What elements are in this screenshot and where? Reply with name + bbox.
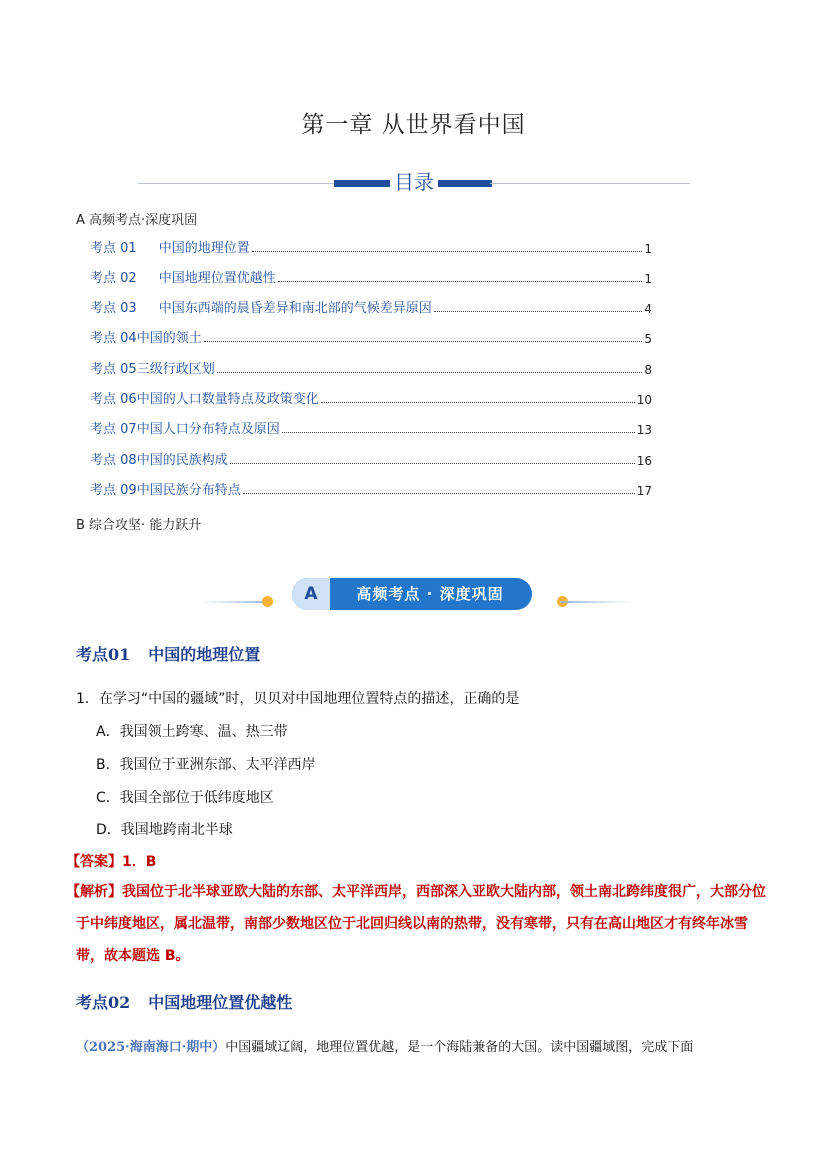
toc-item-number: 考点 07	[90, 422, 137, 437]
answer-line	[66, 851, 156, 871]
kp1-number: 考点01	[76, 645, 131, 664]
kp1-title: 中国的地理位置	[148, 645, 261, 664]
intro-text: 中国疆域辽阔，地理位置优越，是一个海陆兼备的大国。读中国疆域图，完成下面	[225, 1040, 694, 1055]
banner-letter: A	[292, 578, 330, 610]
banner-dot-left	[262, 596, 273, 607]
toc-item-text: 中国的领土	[136, 331, 202, 346]
toc-item-page: 13	[636, 423, 652, 437]
section-banner	[200, 578, 630, 614]
toc-label: 目录	[394, 170, 434, 194]
option-d: D．我国地跨南北半球	[96, 822, 233, 838]
toc-item-number: 考点 02	[90, 271, 137, 286]
toc-item-page: 1	[644, 242, 652, 256]
toc-item-number: 考点 06	[90, 392, 137, 407]
toc-item[interactable]	[90, 326, 652, 346]
analysis-label: 【解析】	[66, 884, 122, 900]
toc-item-page: 10	[636, 393, 652, 407]
toc-item-text: 中国地理位置优越性	[158, 271, 276, 286]
toc-item[interactable]	[90, 387, 652, 407]
toc-item-text: 中国人口分布特点及原因	[136, 422, 280, 437]
analysis-block	[66, 876, 766, 972]
toc-item-text: 中国民族分布特点	[136, 483, 241, 498]
answer-value: 1．B	[122, 854, 157, 870]
toc-leader-dots	[282, 432, 635, 433]
question-intro	[76, 1036, 766, 1055]
toc-section-a[interactable]: A 高频考点·深度巩固	[76, 213, 198, 228]
toc-bar-right	[438, 180, 492, 187]
toc-leader-dots	[321, 402, 635, 403]
toc-leader-dots	[243, 493, 635, 494]
option-a: A．我国领土跨寒、温、热三带	[96, 724, 288, 740]
toc-item[interactable]	[90, 296, 652, 316]
toc-item-text: 三级行政区划	[136, 362, 215, 377]
toc-item-text: 中国东西端的晨昏差异和南北部的气候差异原因	[158, 301, 432, 316]
toc-item-number: 考点 09	[90, 483, 137, 498]
toc-divider-left	[138, 183, 338, 184]
toc-leader-dots	[230, 463, 635, 464]
answer-label: 【答案】	[66, 854, 122, 870]
toc-item-page: 17	[636, 484, 652, 498]
toc-item-page: 1	[644, 272, 652, 286]
analysis-text: 我国位于北半球亚欧大陆的东部、太平洋西岸，西部深入亚欧大陆内部，领土南北跨纬度很广，大部分位于中纬度地区，属北温带，南部少数地区位于北回归线以南的热带，没有寒带，只有在高山地区才有终年冰雪带，故本题选 B。	[76, 884, 766, 964]
toc-item-text: 中国的地理位置	[158, 241, 250, 256]
toc-item[interactable]	[90, 417, 652, 437]
kp2-title: 中国地理位置优越性	[148, 993, 293, 1012]
toc-item-page: 8	[644, 363, 652, 377]
toc-item[interactable]	[90, 266, 652, 286]
toc-item-number: 考点 04	[90, 331, 137, 346]
toc-item-number: 考点 01	[90, 241, 137, 256]
banner-text: 高频考点 · 深度巩固	[356, 585, 504, 603]
toc-item-page: 16	[636, 454, 652, 468]
kp2-heading	[76, 990, 310, 1013]
question-stem: 1．在学习“中国的疆域”时，贝贝对中国地理位置特点的描述，正确的是	[76, 691, 520, 707]
toc-leader-dots	[434, 311, 643, 312]
toc-leader-dots	[217, 372, 643, 373]
toc-item-page: 4	[644, 302, 652, 316]
option-c: C．我国全部位于低纬度地区	[96, 790, 274, 806]
toc-item[interactable]	[90, 357, 652, 377]
banner-pill	[292, 578, 532, 610]
toc-item-text: 中国的人口数量特点及政策变化	[136, 392, 319, 407]
banner-line-left	[200, 601, 270, 603]
toc-item-number: 考点 03	[90, 301, 137, 316]
toc-item-page: 5	[644, 332, 652, 346]
question-source: （2025·海南海口·期中）	[76, 1040, 226, 1055]
kp1-heading	[76, 642, 278, 665]
kp2-number: 考点02	[76, 993, 131, 1012]
toc-item[interactable]	[90, 236, 652, 256]
banner-line-right	[560, 601, 630, 603]
toc-item-text: 中国的民族构成	[136, 453, 228, 468]
toc-item-number: 考点 05	[90, 362, 137, 377]
toc-leader-dots	[204, 341, 643, 342]
toc-divider-right	[490, 183, 690, 184]
toc-leader-dots	[252, 251, 643, 252]
toc-header	[138, 166, 690, 198]
option-b: B．我国位于亚洲东部、太平洋西岸	[96, 757, 316, 773]
page-title: 第一章 从世界看中国	[301, 112, 526, 138]
toc-section-b[interactable]: B 综合攻坚· 能力跃升	[76, 518, 202, 533]
toc-bar-left	[334, 180, 390, 187]
toc-leader-dots	[278, 281, 643, 282]
toc-item[interactable]	[90, 448, 652, 468]
toc-item[interactable]	[90, 478, 652, 498]
toc-item-number: 考点 08	[90, 453, 137, 468]
